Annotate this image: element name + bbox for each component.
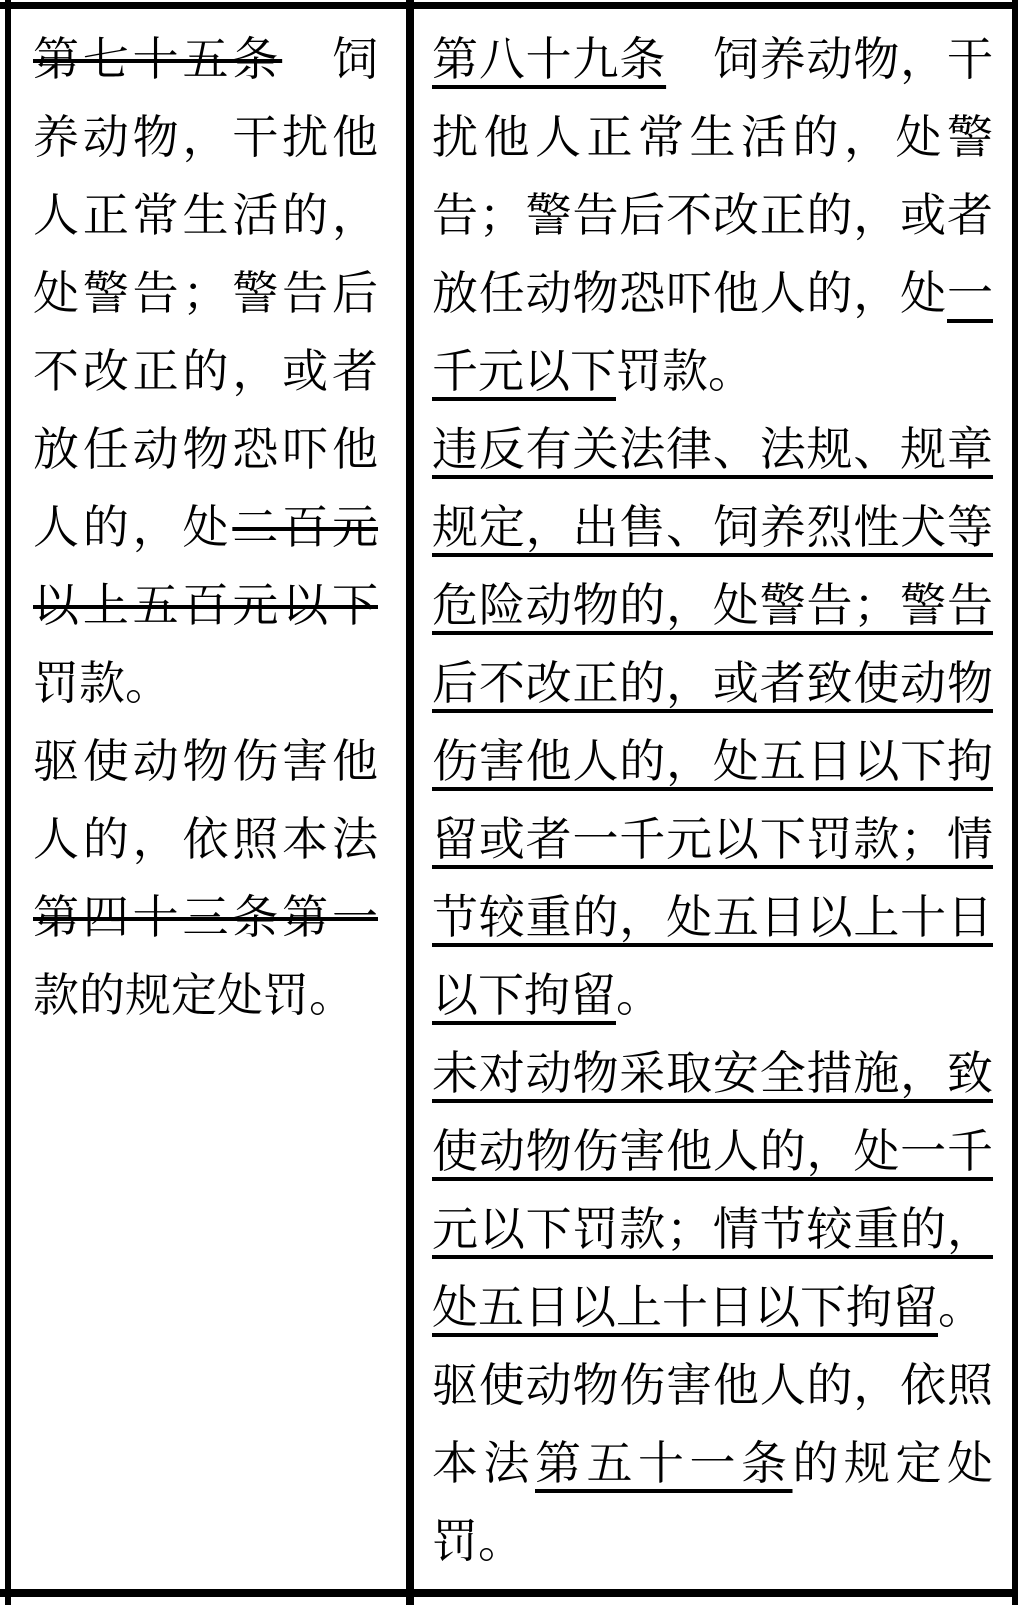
text-segment: 罚款。 [616,345,754,397]
deleted-text: 第七十五条 [33,33,283,85]
table-border-right [1012,0,1018,1605]
table-border-top [0,2,1018,9]
law-paragraph [33,20,378,722]
old-provision-cell [33,20,378,1034]
table-column-divider [406,0,414,1605]
table-border-left [5,0,11,1605]
text-segment: 。 [616,969,662,1021]
law-paragraph [432,20,993,410]
text-segment: 。 [938,1281,984,1333]
inserted-text: 违反有关法律、法规、规章规定，出售、饲养烈性犬等危险动物的，处警告；警告后不改正的，或者致使动物伤害他人的，处五日以下拘留或者一千元以下罚款；情节较重的，处五日以上十日以下拘留 [432,423,993,1021]
text-segment: 的规定处罚。 [432,1437,993,1567]
inserted-text: 一千元以下 [432,267,993,397]
text-segment: 款的规定处罚。 [33,969,355,1021]
text-segment: 罚款。 [33,657,171,709]
law-paragraph [432,1346,993,1580]
law-paragraph [432,410,993,1034]
text-segment: 驱使动物伤害他人的，依照本法 [33,735,378,865]
table-border-bottom [0,1589,1018,1597]
inserted-text: 第五十一条 [535,1437,793,1489]
new-provision-cell [432,20,993,1580]
text-segment: 驱使动物伤害他人的，依照本法 [432,1359,993,1489]
law-paragraph [33,722,378,1034]
law-paragraph [432,1034,993,1346]
text-segment: 饲养动物，干扰他人正常生活的，处警告；警告后不改正的，或者放任动物恐吓他人的，处 [432,33,994,319]
deleted-text: 二百元以上五百元以下 [33,501,379,631]
deleted-text: 第四十三条第一 [33,891,378,943]
text-segment [282,33,332,85]
text-segment: 饲养动物，干扰他人正常生活的，处警告；警告后不改正的，或者放任动物恐吓他人的，处 [33,33,379,553]
inserted-text: 未对动物采取安全措施，致使动物伤害他人的，处一千元以下罚款；情节较重的，处五日以上十日以下拘留 [432,1047,993,1333]
inserted-text: 第八十九条 [432,33,667,85]
